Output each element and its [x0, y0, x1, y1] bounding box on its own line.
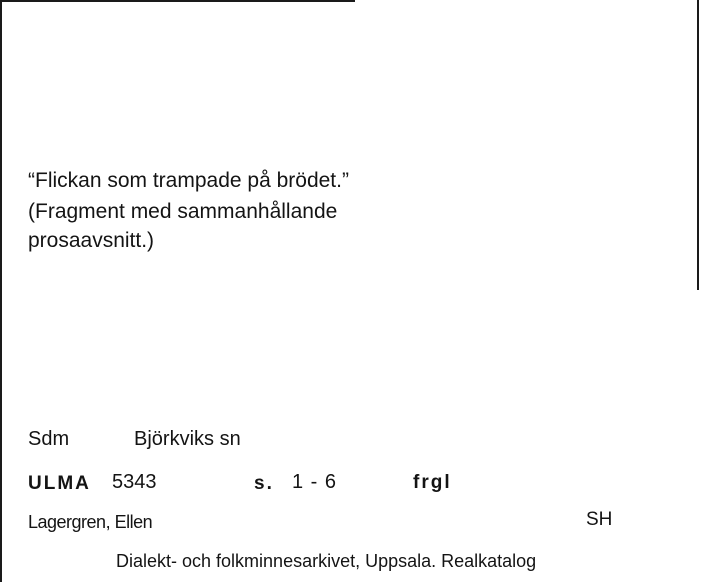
parish-name: Björkviks sn: [134, 428, 241, 450]
card-top-edge: [0, 0, 355, 2]
record-description-line-1: (Fragment med sammanhållande: [28, 200, 338, 223]
page-range: 1 - 6: [292, 471, 338, 493]
card-right-edge: [697, 0, 699, 290]
genre-code: frgl: [413, 472, 452, 493]
accession-number: 5343: [112, 471, 157, 493]
archive-code: ULMA: [28, 473, 91, 494]
card-left-edge: [0, 0, 2, 582]
record-title: “Flickan som trampade på brödet.”: [28, 169, 349, 192]
pages-label: s.: [254, 473, 274, 494]
region-code: Sdm: [28, 428, 70, 450]
cataloger-initials: SH: [586, 509, 613, 530]
record-description-line-2: prosaavsnitt.): [28, 229, 155, 252]
institution-footer: Dialekt- och folkminnesarkivet, Uppsala. Realkatalog: [116, 551, 537, 571]
collector-name: Lagergren, Ellen: [28, 512, 153, 532]
